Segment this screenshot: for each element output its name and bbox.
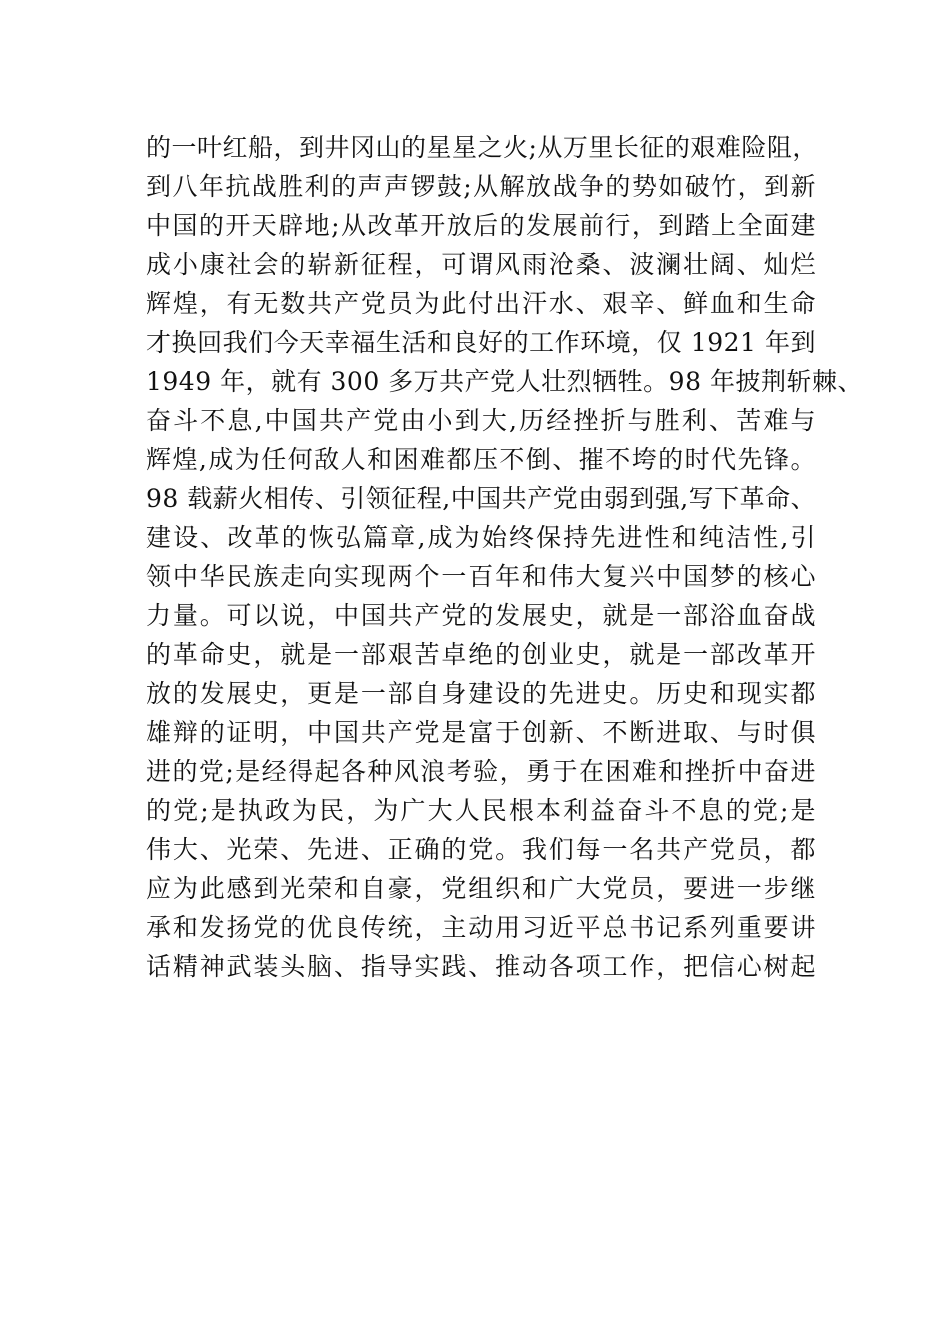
body-paragraph bbox=[146, 128, 863, 986]
text-line: 的一叶红船，到井冈山的星星之火;从万里长征的艰难险阻， bbox=[146, 133, 818, 162]
text-line: 雄辩的证明，中国共产党是富于创新、不断进取、与时俱 bbox=[146, 718, 816, 747]
text-line: 力量。可以说，中国共产党的发展史，就是一部浴血奋战 bbox=[146, 601, 816, 630]
text-line: 中国的开天辟地;从改革开放后的发展前行，到踏上全面建 bbox=[146, 211, 816, 240]
text-line: 话精神武装头脑、指导实践、推动各项工作，把信心树起 bbox=[146, 952, 816, 981]
text-line: 1949 年，就有 300 多万共产党人壮烈牺牲。98 年披荆斩棘、 bbox=[146, 367, 863, 396]
text-line: 辉煌，有无数共产党员为此付出汗水、艰辛、鲜血和生命 bbox=[146, 289, 816, 318]
text-line: 领中华民族走向实现两个一百年和伟大复兴中国梦的核心 bbox=[146, 562, 816, 591]
text-line: 应为此感到光荣和自豪，党组织和广大党员，要进一步继 bbox=[146, 874, 816, 903]
text-line: 才换回我们今天幸福生活和良好的工作环境，仅 1921 年到 bbox=[146, 328, 816, 357]
text-line: 放的发展史，更是一部自身建设的先进史。历史和现实都 bbox=[146, 679, 816, 708]
text-line: 承和发扬党的优良传统，主动用习近平总书记系列重要讲 bbox=[146, 913, 816, 942]
text-line: 成小康社会的崭新征程，可谓风雨沧桑、波澜壮阔、灿烂 bbox=[146, 250, 816, 279]
text-line: 奋斗不息,中国共产党由小到大,历经挫折与胜利、苦难与 bbox=[146, 406, 816, 435]
text-line: 伟大、光荣、先进、正确的党。我们每一名共产党员，都 bbox=[146, 835, 816, 864]
text-line: 进的党;是经得起各种风浪考验，勇于在困难和挫折中奋进 bbox=[146, 757, 816, 786]
text-line: 辉煌,成为任何敌人和困难都压不倒、摧不垮的时代先锋。 bbox=[146, 445, 816, 474]
text-line: 98 载薪火相传、引领征程,中国共产党由弱到强,写下革命、 bbox=[146, 484, 817, 513]
text-line: 的革命史，就是一部艰苦卓绝的创业史，就是一部改革开 bbox=[146, 640, 816, 669]
text-line: 到八年抗战胜利的声声锣鼓;从解放战争的势如破竹，到新 bbox=[146, 172, 816, 201]
text-line: 的党;是执政为民，为广大人民根本利益奋斗不息的党;是 bbox=[146, 796, 816, 825]
text-line: 建设、改革的恢弘篇章,成为始终保持先进性和纯洁性,引 bbox=[146, 523, 816, 552]
